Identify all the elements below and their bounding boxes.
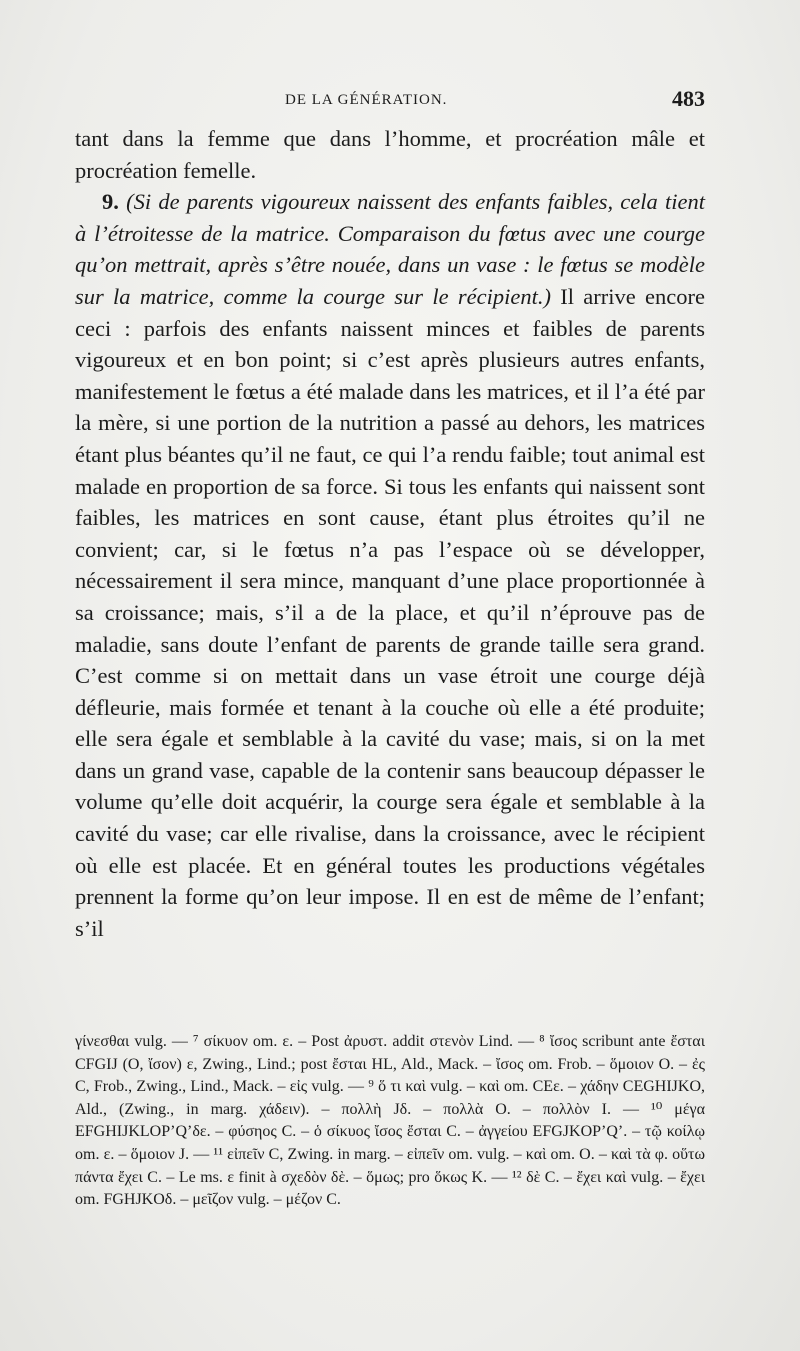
paragraph-9 [75,186,705,944]
continuation-paragraph: tant dans la femme que dans l’homme, et procréation mâle et procréation femelle. [75,126,705,183]
page-header [75,88,705,118]
paragraph-number: 9. [102,189,119,215]
paragraph-text: Il arrive encore ceci : parfois des enfants naissent minces et faibles de parents vigoureux et en bon point; si c’est après plusieurs autres enfants, manifestement le fœtus a été malade dans les matrices, et il l’a été par la mère, si une portion de la nutrition a passé au dehors, les matrices étant plus béantes qu’il ne faut, ce qui l’a rendu faible; tout animal est malade en proportion de sa force. Si tous les enfants qui naissent sont faibles, les matrices en sont cause, étant plus étroites qu’il ne convient; car, si le fœtus n’a pas l’espace où se développer, nécessairement il sera mince, manquant d’une place proportionnée à sa croissance; mais, s’il a de la place, et qu’il n’éprouve pas de maladie, sans doute l’enfant de parents de grande taille sera grand. C’est comme si on mettait dans un vase étroit une courge déjà défleurie, mais formée et tenant à la couche où elle a été produite; elle sera égale et semblable à la cavité du vase; mais, si on la met dans un grand vase, capable de la contenir sans beaucoup dépasser le volume qu’elle doit acquérir, la courge sera égale et semblable à la cavité du vase; car elle rivalise, dans la croissance, avec le récipient où elle est placée. Et en général toutes les productions végétales prennent la forme qu’on leur impose. Il en est de même de l’enfant; s’il [75,283,705,941]
footnotes [75,1031,705,1212]
paragraph-summary: (Si de parents vigoureux naissent des enfants faibles, cela tient à l’étroitesse de la matrice. Comparaison du fœtus avec une courge qu’on mettrait, après s’être nouée, dans un vase : le fœtus se modèle sur la matrice, comme la courge sur le récipient.) [75,189,706,309]
running-head: DE LA GÉNÉRATION. [285,92,448,108]
page-number: 483 [672,86,705,111]
main-text [75,123,705,944]
footnote-text: γίνεσθαι vulg. — ⁷ σίκυον om. ε. – Post ἀρυστ. addit στενὸν Lind. — ⁸ ἴσος scribunt ante ἔσται CFGIJ (O, ἴσον) ε, Zwing., Lind.; post ἔσται HL, Ald., Mack. – ἴσος om. Frob. – ὅμοιον O. – ἐς C, Frob., Zwing., Lind., Mack. – εἰς vulg. — ⁹ ὅ τι καὶ vulg. – καὶ om. CEε. – χάδην CEGHIJKO, Ald., (Zwing., in marg. χάδειν). – πολλὴ Jδ. – πολλὰ O. – πολλὸν I. — ¹⁰ μέγα EFGHIJKLOP’Q’δε. – φύσηος C. – ὁ σίκυος ἴσος ἔσται C. – ἀγγείου EFGJKOP’Q’. – τῷ κοίλῳ om. ε. – ὅμοιον J. — ¹¹ εἰπεῖν C, Zwing. in marg. – εἰπεῖν om. vulg. – καὶ om. O. – καὶ τὰ φ. οὕτω πάντα ἔχει C. – Le ms. ε finit à σχεδὸν δὲ. – ὅμως; pro ὅκως K. — ¹² δὲ C. – ἔχει καὶ vulg. – ἔχει om. FGHJKOδ. – μεῖζον vulg. – μέζον C. [75,1033,706,1209]
